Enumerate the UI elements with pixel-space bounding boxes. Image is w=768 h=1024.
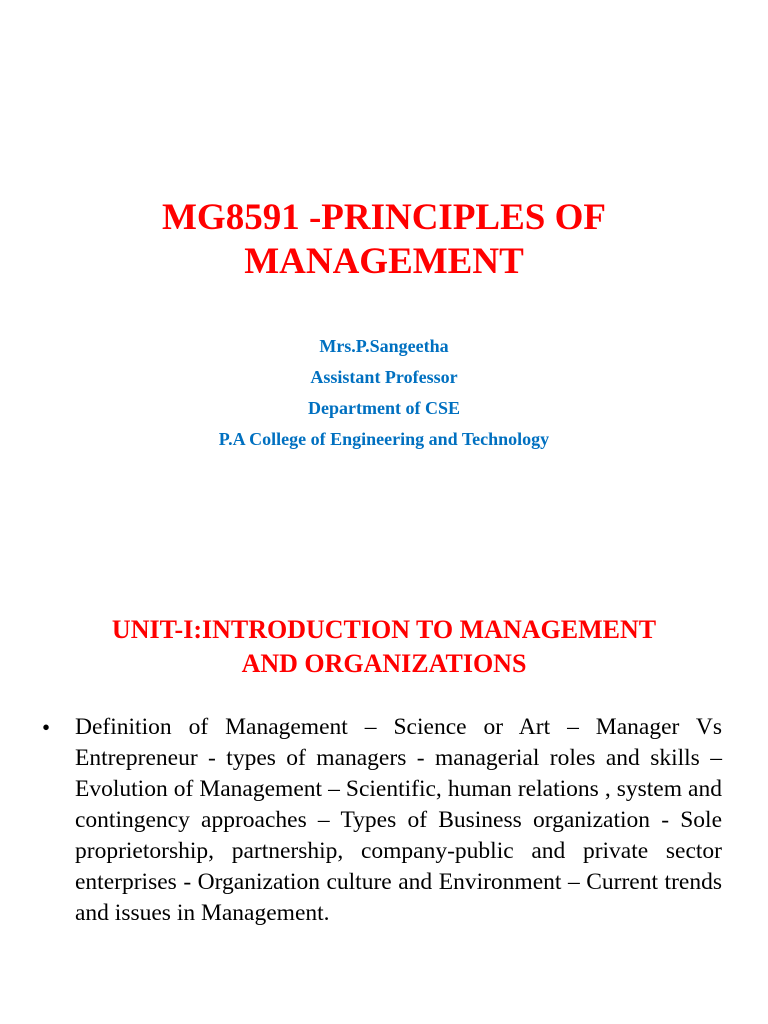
syllabus-bullet-item — [42, 712, 722, 929]
bullet-icon: • — [42, 715, 51, 740]
unit-title-line-2: AND ORGANIZATIONS — [241, 649, 527, 678]
syllabus-text: Definition of Management – Science or Art – Manager Vs Entrepreneur - types of managers - managerial roles and skills – Evolution of Management – Scientific, human relations , system and contingency approaches – Types of Business organization - Sole proprietorship, partnership, company-public and private sector enterprises - Organization culture and Environment – Current trends and issues in Management. — [75, 714, 722, 926]
course-title-line-1: MG8591 -PRINCIPLES OF — [162, 197, 606, 238]
course-title-line-2: MANAGEMENT — [244, 241, 524, 282]
course-title — [0, 196, 768, 284]
author-name: Mrs.P.Sangeetha — [319, 336, 449, 356]
author-department: Department of CSE — [308, 398, 460, 418]
unit-slide — [0, 512, 768, 1024]
syllabus-bullet-list — [42, 712, 722, 929]
author-info — [0, 331, 768, 455]
unit-title — [0, 613, 768, 681]
unit-title-line-1: UNIT-I:INTRODUCTION TO MANAGEMENT — [111, 615, 657, 644]
author-designation: Assistant Professor — [310, 367, 458, 387]
author-college: P.A College of Engineering and Technology — [218, 429, 550, 449]
